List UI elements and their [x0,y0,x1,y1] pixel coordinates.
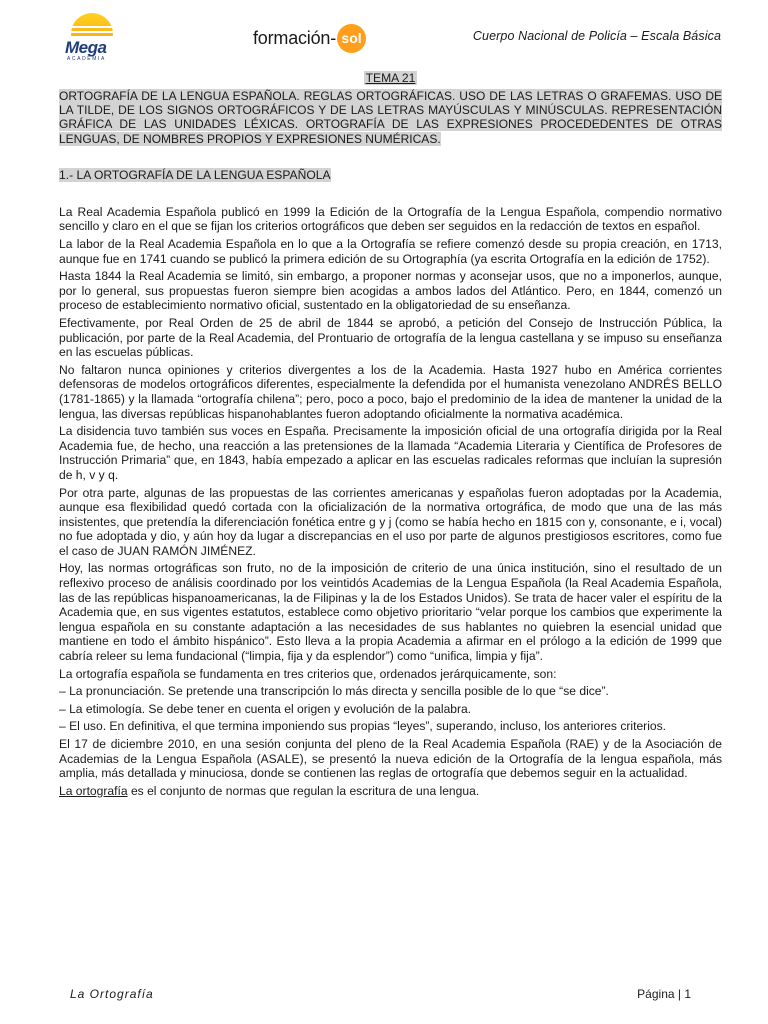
paragraph: La Real Academia Española publicó en 1999 la Edición de la Ortografía de la Lengua Española, compendio normativo sencillo y claro en el que se fijan los criterios ortográficos que deben ser seguidos en la redacción de textos en español. [59,204,722,234]
definition-term: La ortografía [59,783,128,798]
paragraph: No faltaron nunca opiniones y criterios divergentes a los de la Academia. Hasta 1927 hubo en América corrientes defensoras de modelos ortográficos diferentes, especialmente la defendida por el humanista venezolano ANDRÉS BELLO (1781-1865) y la llamada “ortografía chilena”; pero, poco a poco, bajo el predominio de la idea de mantener la unidad de la lengua, las diversas repúblicas hispanohablantes fueron adoptando oficialmente la normativa académica. [59,362,722,421]
tema-label [59,71,722,86]
paragraph: Hoy, las normas ortográficas son fruto, no de la imposición de criterio de una única institución, sino el resultado de un reflexivo proceso de análisis coordinado por los veintidós Academias de la Lengua Española (la Real Academia Española, las de las repúblicas hispanoamericanas, la de Filipinas y la de los Estados Unidos). Se trata de hacer valer el espíritu de la Academia que, en sus vigentes estatutos, establece como objetivo prioritario “velar porque los cambios que experimente la lengua española en su constante adaptación a las necesidades de sus hablantes no quiebren la esencial unidad que mantiene en todo el ámbito hispánico”. Esto lleva a la propia Academia a afirmar en el prólogo a la edición de 1999 que cabría releer su lema fundacional (“limpia, fija y da esplendor”) como “unifica, limpia y fija”. [59,561,722,664]
mega-academia-logo [62,12,124,62]
list-item: – La pronunciación. Se pretende una transcripción lo más directa y sencilla posible de lo que “se dice”. [59,684,609,699]
logo-mega-subtext: ACADEMIA [67,56,106,62]
logo-mega-text: Mega [65,38,107,57]
list-item: – El uso. En definitiva, el que termina imponiendo sus propias “leyes”, superando, incluso, los anteriores criterios. [59,719,667,734]
logo-sol-badge: sol [337,24,366,53]
paragraph: Por otra parte, algunas de las propuestas de las corrientes americanas y españolas fueron adoptadas por la Academia, aunque esa flexibilidad quedó cortada con la oficialización de la normativa ortográfica, de modo que una de las más insistentes, que pretendía la diferenciación fonética entre g y j (como se había hecho en 1815 con y, consonante, e i, vocal) no fue adoptada y dio, y aún hoy da lugar a discrepancias en el uso por parte de algunos prestigiosos escritores, como fue el caso de JUAN RAMÓN JIMÉNEZ. [59,485,722,558]
section-heading-text: 1.- LA ORTOGRAFÍA DE LA LENGUA ESPAÑOLA [59,168,331,183]
paragraph: El 17 de diciembre 2010, en una sesión conjunta del pleno de la Real Academia Española (RAE) y de la Asociación de Academias de la Lengua Española (ASALE), se presentó la nueva edición de la Ortografía de la lengua española, más amplia, más detallada y minuciosa, donde se contienen las reglas de ortografía que debemos seguir en la actualidad. [59,737,722,781]
paragraph: La disidencia tuvo también sus voces en España. Precisamente la imposición oficial de una ortografía dirigida por la Real Academia fue, de hecho, una reacción a las pretensiones de la llamada “Academia Literaria y Científica de Profesores de Instrucción Primaria” que, en 1843, había empezado a aplicar en las escuelas radicales reformas que incluían la supresión de h, v y q. [59,424,722,482]
logo-formacion-text: formación- [253,27,337,48]
paragraph: Efectivamente, por Real Orden de 25 de abril de 1844 se aprobó, a petición del Consejo de Instrucción Pública, la publicación, por parte de la Real Academia, del Prontuario de ortografía de la lengua castellana y se impuso su enseñanza en las escuelas públicas. [59,315,722,360]
list-item: – La etimología. Se debe tener en cuenta el origen y evolución de la palabra. [59,701,472,716]
tema-label-text: TEMA 21 [365,71,416,85]
paragraph: Hasta 1844 la Real Academia se limitó, sin embargo, a proponer normas y aconsejar usos, que no a imponerlos, aunque, por lo general, sus propuestas fueron siempre bien acogidas a ambos lados del Atlántico. Pero, en 1844, comenzó un proceso de establecimiento normativo oficial, sustentado en la obligatoriedad de su enseñanza. [59,269,722,313]
tema-description [59,89,722,147]
footer-title: La Ortografía [70,987,154,1001]
paragraph: La ortografía española se fundamenta en tres criterios que, ordenados jerárquicamente, son: [59,666,557,681]
paragraph: La labor de la Real Academia Española en lo que a la Ortografía se refiere comenzó desde su propia creación, en 1713, aunque fue en 1741 cuando se publicó la primera edición de su Ortographía (ya escrita Ortografía en la edición de 1752). [59,237,722,266]
header-title: Cuerpo Nacional de Policía – Escala Básica [472,29,721,43]
paragraphs [59,205,722,799]
definition-paragraph [59,784,722,799]
section-heading [59,168,722,183]
page-number: Página | 1 [637,987,691,1001]
document-body [59,68,722,801]
tema-description-text: ORTOGRAFÍA DE LA LENGUA ESPAÑOLA. REGLAS ORTOGRÁFICAS. USO DE LAS LETRAS O GRAFEMAS. USO DE LA TILDE, DE LOS SIGNOS ORTOGRÁFICOS Y DE LAS LETRAS MAYÚSCULAS Y MINÚSCULAS. REPRESENTACIÓN GRÁFICA DE LAS UNIDADES LÉXICAS. ORTOGRAFÍA DE LAS EXPRESIONES PROCEDEDENTES DE OTRAS LENGUAS, DE NOMBRES PROPIOS Y EXPRESIONES NUMÉRICAS. [59,88,722,146]
formacion-sol-logo [253,24,366,52]
definition-text: es el conjunto de normas que regulan la escritura de una lengua. [127,783,480,798]
